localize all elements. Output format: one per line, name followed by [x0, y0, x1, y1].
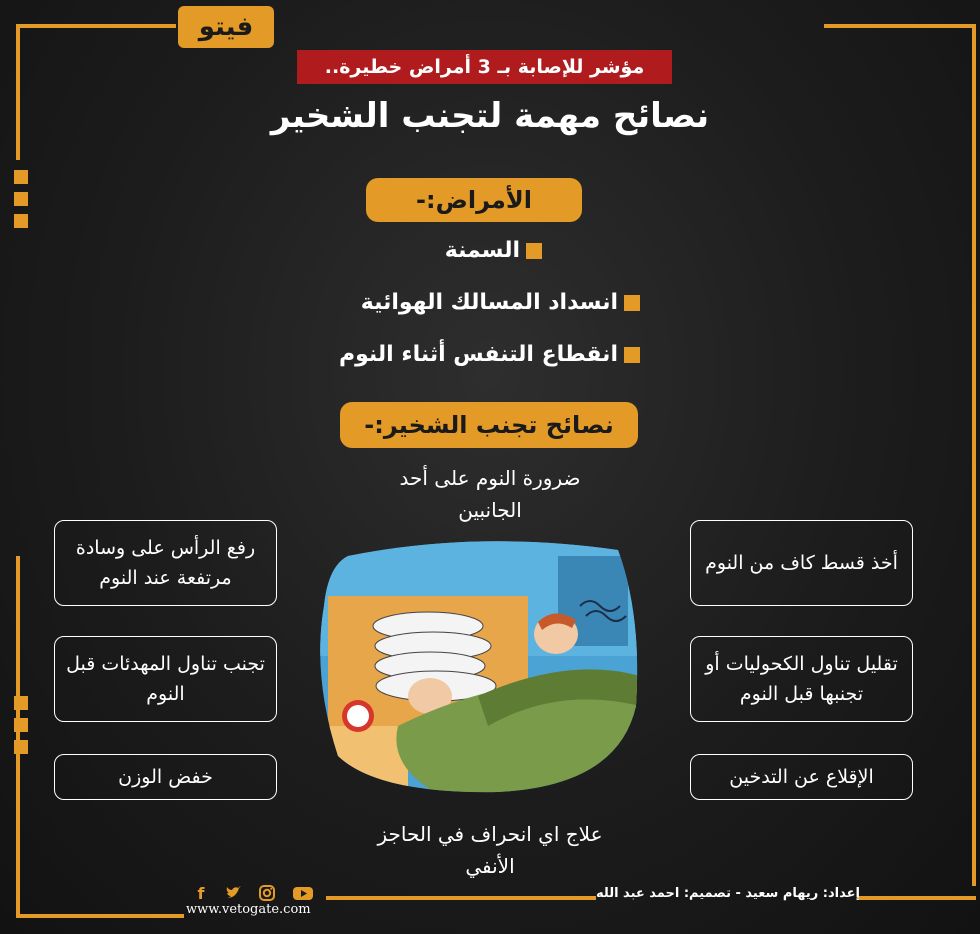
frame-left-vertical — [16, 24, 20, 160]
disease-item — [361, 290, 640, 315]
square-bullet-icon — [624, 295, 640, 311]
instagram-icon[interactable] — [258, 884, 276, 902]
diseases-heading: الأمراض:- — [366, 178, 582, 222]
frame-right-vertical — [972, 24, 976, 886]
tip-left-1: رفع الرأس على وسادة مرتفعة عند النوم — [54, 520, 277, 606]
frame-square — [14, 718, 28, 732]
twitter-icon[interactable] — [224, 884, 242, 902]
tip-right-3: الإقلاع عن التدخين — [690, 754, 913, 800]
frame-square — [14, 170, 28, 184]
frame-square — [14, 214, 28, 228]
disease-item — [339, 342, 640, 367]
tip-top: ضرورة النوم على أحد الجانبين — [399, 466, 581, 522]
tip-bottom: علاج اي انحراف في الحاجز الأنفي — [377, 822, 603, 878]
tips-heading: نصائح تجنب الشخير:- — [340, 402, 638, 448]
tip-right-2: تقليل تناول الكحوليات أو تجنبها قبل النوم — [690, 636, 913, 722]
disease-label: انقطاع التنفس أثناء النوم — [338, 342, 618, 367]
frame-bottom — [326, 896, 596, 900]
page-title: نصائح مهمة لتجنب الشخير — [270, 96, 710, 136]
frame-square — [14, 696, 28, 710]
tip-left-3: خفض الوزن — [54, 754, 277, 800]
facebook-icon[interactable]: f — [197, 883, 205, 903]
brand-logo: فيتو — [178, 6, 274, 48]
youtube-icon[interactable] — [292, 884, 314, 902]
frame-left-bottom-vertical — [16, 556, 20, 918]
frame-square — [14, 192, 28, 206]
frame-top-left — [16, 24, 176, 28]
disease-label: انسداد المسالك الهوائية — [360, 290, 618, 315]
square-bullet-icon — [624, 347, 640, 363]
website-link[interactable]: www.vetogate.com — [186, 902, 311, 917]
frame-square — [14, 740, 28, 754]
disease-item — [445, 238, 542, 263]
disease-label: السمنة — [444, 238, 520, 263]
frame-top-right — [824, 24, 974, 28]
snoring-couple-illustration — [318, 536, 640, 794]
frame-bottom-left — [16, 914, 184, 918]
frame-bottom-right-segment — [858, 896, 976, 900]
tip-right-1: أخذ قسط كاف من النوم — [690, 520, 913, 606]
credits: إعداد: ريهام سعيد - تصميم: احمد عبد الله — [596, 886, 860, 901]
square-bullet-icon — [526, 243, 542, 259]
tip-left-2: تجنب تناول المهدئات قبل النوم — [54, 636, 277, 722]
subtitle-banner: مؤشر للإصابة بـ 3 أمراض خطيرة.. — [297, 50, 672, 84]
